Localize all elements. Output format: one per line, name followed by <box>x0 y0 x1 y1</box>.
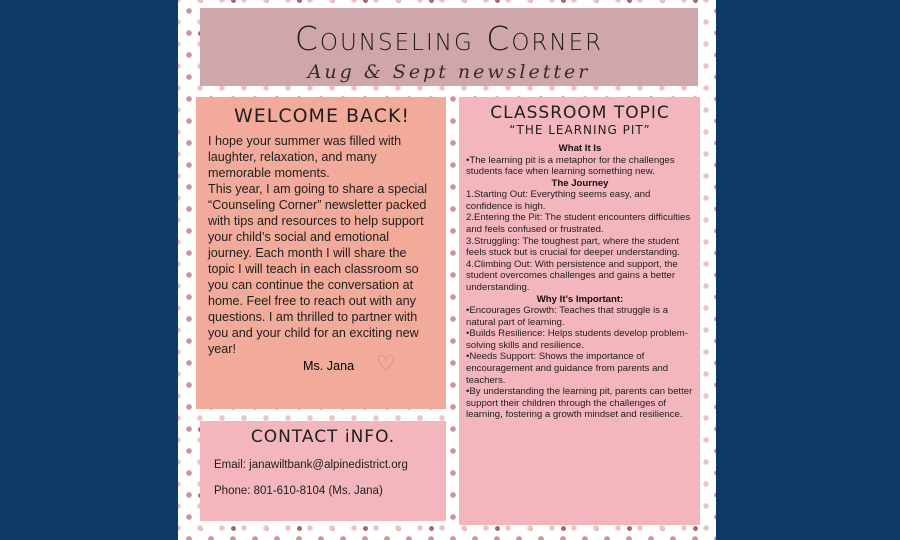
contact-heading: CONTACT iNFO. <box>250 427 396 447</box>
journey-item: 4.Climbing Out: With persistence and support, the student overcomes challenges and gains a better understanding. <box>466 258 678 293</box>
why-item: •Builds Resilience: Helps students develop problem-solving skills and resilience. <box>466 328 688 351</box>
classroom-topic-panel <box>459 97 700 525</box>
signature-row <box>208 351 436 376</box>
newsletter-header <box>200 8 698 86</box>
why-item: •By understanding the learning pit, parents can better support their children through the challenges of learning, fostering a growth mindset and resilience. <box>466 386 693 421</box>
newsletter-page <box>178 0 716 540</box>
welcome-heading: WELCOME BACK! <box>233 105 411 127</box>
why-item: •Needs Support: Shows the importance of encouragement and guidance from parents and teachers. <box>466 351 669 386</box>
topic-heading: CLASSROOM TOPIC <box>490 103 670 123</box>
journey-heading: The Journey <box>551 177 609 189</box>
contact-phone: Phone: 801-610-8104 (Ms. Jana) <box>214 485 383 497</box>
signature: Ms. Jana <box>303 359 355 373</box>
contact-email: Email: janawiltbank@alpinedistrict.org <box>214 459 408 471</box>
journey-item: 3.Struggling: The toughest part, where the student feels stuck but is crucial for deeper understanding. <box>466 235 680 259</box>
newsletter-title: Counseling Corner <box>294 19 604 58</box>
why-item: •Encourages Growth: Teaches that struggle is a natural part of learning. <box>466 305 669 328</box>
why-important-heading: Why It’s Important: <box>536 293 624 305</box>
welcome-panel <box>196 97 446 409</box>
welcome-body: I hope your summer was filled with laughter, relaxation, and many memorable moments. This year, I am going to share a special “Counseling Corner” newsletter packed with tips and resources to help support your child’s social and emotional journey. Each month I will share the topic I will teach in each classroom so you can continue the conversation at home. Feel free to reach out with any questions. I am thrilled to partner with you and your child for an exciting new year! <box>208 134 428 356</box>
newsletter-subtitle: Aug & Sept newsletter <box>307 61 591 83</box>
what-it-is-text: •The learning pit is a metaphor for the challenges students face when learning something new. <box>466 154 675 178</box>
what-it-is-heading: What It Is <box>558 143 602 154</box>
journey-item: 1.Starting Out: Everything seems easy, and confidence is high. <box>466 189 651 212</box>
journey-item: 2.Entering the Pit: The student encounters difficulties and feels confused or frustrated. <box>466 212 691 235</box>
heart-icon: ♡ <box>376 351 396 376</box>
contact-panel <box>200 421 446 521</box>
topic-subtitle: “THE LEARNING PIT” <box>509 123 651 137</box>
